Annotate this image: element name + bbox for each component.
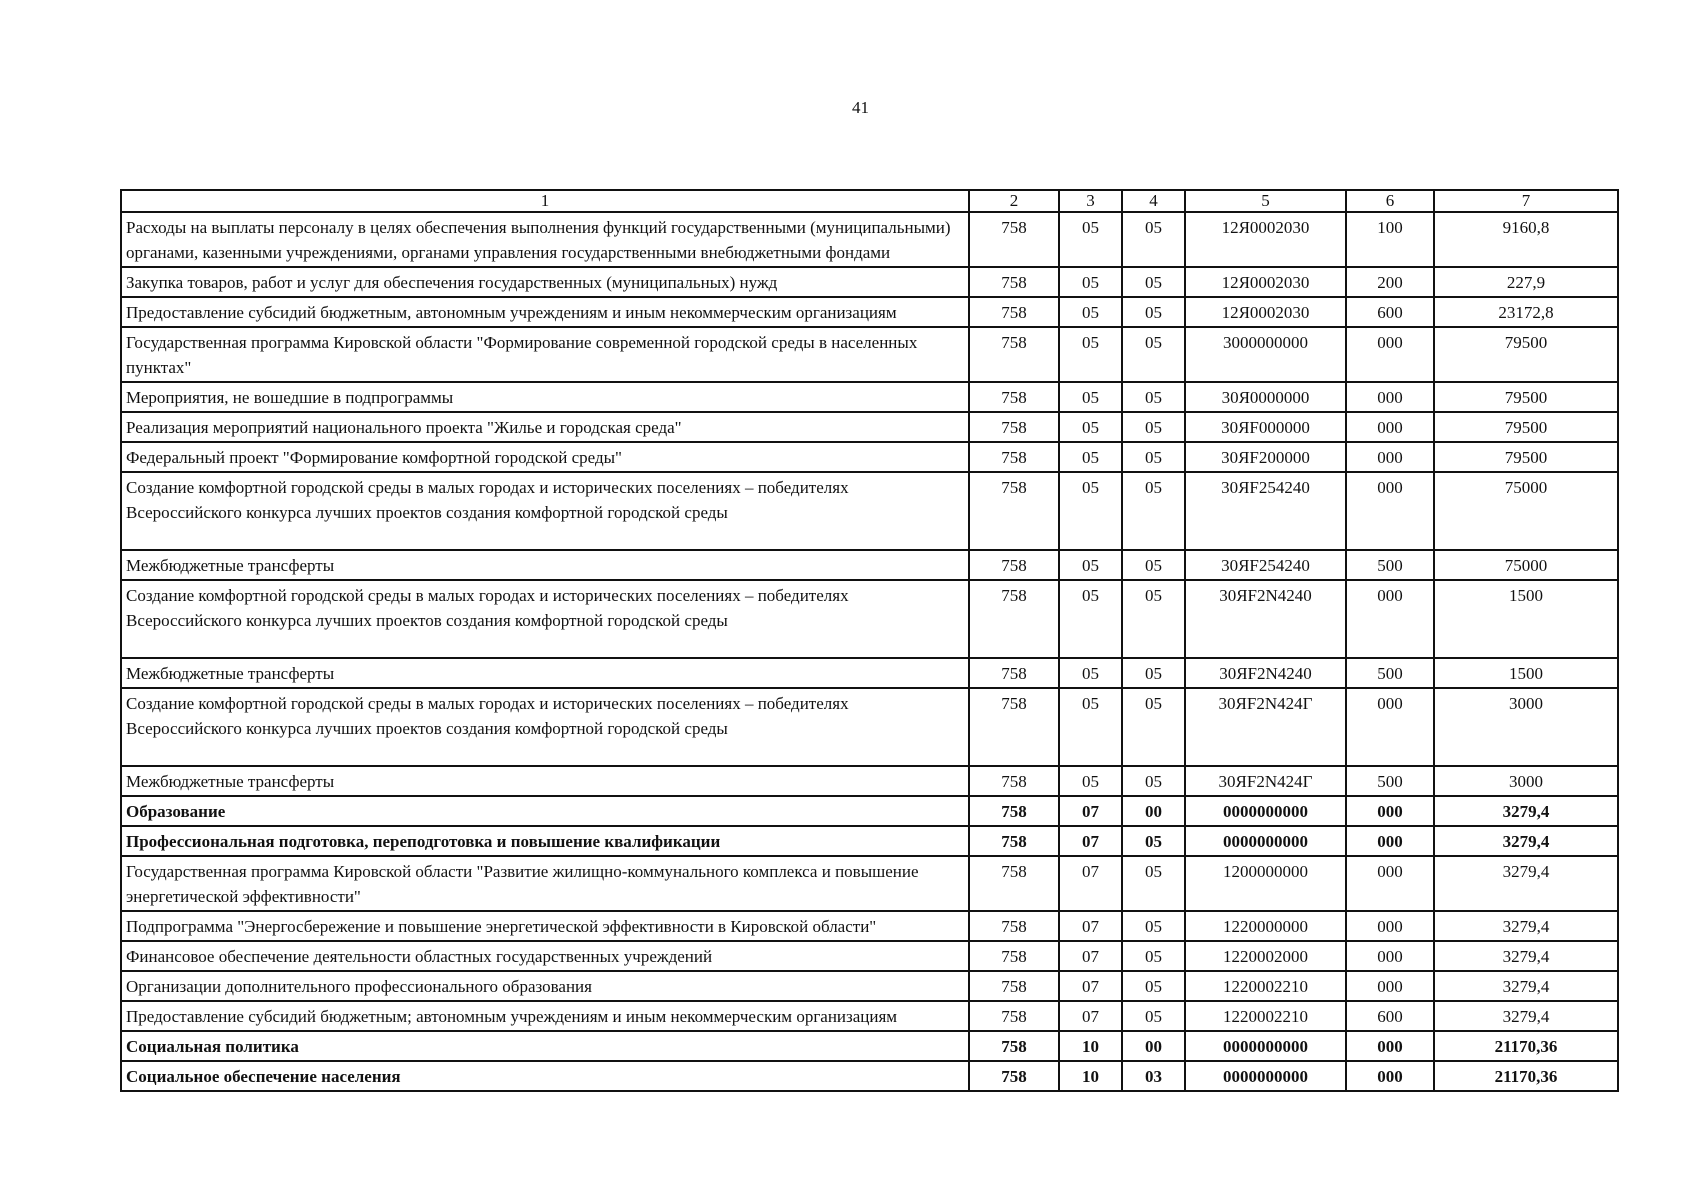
row-name: Реализация мероприятий национального проекта "Жилье и городская среда" (121, 412, 969, 442)
target-code: 0000000000 (1185, 1031, 1346, 1061)
amount: 3279,4 (1434, 796, 1618, 826)
target-code: 12Я0002030 (1185, 212, 1346, 267)
subsection-code: 05 (1122, 826, 1185, 856)
table-row (121, 267, 1618, 297)
section-code: 05 (1059, 766, 1122, 796)
row-name: Создание комфортной городской среды в малых городах и исторических поселениях – победителях Всероссийского конкурса лучших проектов создания комфортной городской среды (121, 688, 969, 766)
section-code: 07 (1059, 971, 1122, 1001)
expense-type-code: 000 (1346, 826, 1434, 856)
amount: 1500 (1434, 580, 1618, 658)
subsection-code: 05 (1122, 267, 1185, 297)
target-code: 30ЯF2N424Г (1185, 688, 1346, 766)
amount: 79500 (1434, 412, 1618, 442)
target-code: 30ЯF2N4240 (1185, 658, 1346, 688)
target-code: 1220002000 (1185, 941, 1346, 971)
subsection-code: 03 (1122, 1061, 1185, 1091)
target-code: 30ЯF2N4240 (1185, 580, 1346, 658)
budget-table (120, 189, 1619, 1092)
subsection-code: 05 (1122, 297, 1185, 327)
section-code: 05 (1059, 688, 1122, 766)
expense-type-code: 000 (1346, 796, 1434, 826)
ministry-code: 758 (969, 826, 1059, 856)
row-name: Федеральный проект "Формирование комфортной городской среды" (121, 442, 969, 472)
section-code: 05 (1059, 658, 1122, 688)
section-code: 05 (1059, 327, 1122, 382)
section-code: 05 (1059, 550, 1122, 580)
subsection-code: 05 (1122, 658, 1185, 688)
table-row (121, 911, 1618, 941)
ministry-code: 758 (969, 1001, 1059, 1031)
ministry-code: 758 (969, 1061, 1059, 1091)
expense-type-code: 000 (1346, 911, 1434, 941)
section-code: 05 (1059, 267, 1122, 297)
subsection-code: 05 (1122, 766, 1185, 796)
target-code: 0000000000 (1185, 796, 1346, 826)
table-row (121, 550, 1618, 580)
table-row (121, 327, 1618, 382)
amount: 1500 (1434, 658, 1618, 688)
section-code: 05 (1059, 442, 1122, 472)
table-row (121, 826, 1618, 856)
subsection-code: 05 (1122, 971, 1185, 1001)
section-code: 07 (1059, 911, 1122, 941)
section-code: 07 (1059, 1001, 1122, 1031)
ministry-code: 758 (969, 1031, 1059, 1061)
section-code: 05 (1059, 212, 1122, 267)
expense-type-code: 000 (1346, 856, 1434, 911)
target-code: 1220000000 (1185, 911, 1346, 941)
target-code: 30ЯF254240 (1185, 472, 1346, 550)
amount: 3000 (1434, 688, 1618, 766)
target-code: 30ЯF2N424Г (1185, 766, 1346, 796)
amount: 3279,4 (1434, 856, 1618, 911)
row-name: Межбюджетные трансферты (121, 658, 969, 688)
expense-type-code: 000 (1346, 412, 1434, 442)
target-code: 1220002210 (1185, 1001, 1346, 1031)
ministry-code: 758 (969, 212, 1059, 267)
table-row (121, 212, 1618, 267)
subsection-code: 05 (1122, 412, 1185, 442)
column-header: 3 (1059, 190, 1122, 212)
subsection-code: 05 (1122, 472, 1185, 550)
ministry-code: 758 (969, 688, 1059, 766)
ministry-code: 758 (969, 412, 1059, 442)
amount: 3279,4 (1434, 911, 1618, 941)
expense-type-code: 500 (1346, 658, 1434, 688)
expense-type-code: 000 (1346, 327, 1434, 382)
expense-type-code: 000 (1346, 382, 1434, 412)
section-code: 05 (1059, 297, 1122, 327)
ministry-code: 758 (969, 442, 1059, 472)
target-code: 30ЯF254240 (1185, 550, 1346, 580)
section-code: 10 (1059, 1031, 1122, 1061)
table-row (121, 1061, 1618, 1091)
section-code: 07 (1059, 941, 1122, 971)
column-header: 1 (121, 190, 969, 212)
column-header: 5 (1185, 190, 1346, 212)
row-name: Подпрограмма "Энергосбережение и повышение энергетической эффективности в Кировской области" (121, 911, 969, 941)
ministry-code: 758 (969, 382, 1059, 412)
amount: 75000 (1434, 472, 1618, 550)
subsection-code: 05 (1122, 941, 1185, 971)
amount: 3279,4 (1434, 941, 1618, 971)
row-name: Социальная политика (121, 1031, 969, 1061)
table-row (121, 688, 1618, 766)
subsection-code: 05 (1122, 550, 1185, 580)
column-header: 4 (1122, 190, 1185, 212)
amount: 79500 (1434, 327, 1618, 382)
section-code: 10 (1059, 1061, 1122, 1091)
ministry-code: 758 (969, 941, 1059, 971)
amount: 3279,4 (1434, 826, 1618, 856)
row-name: Государственная программа Кировской области "Развитие жилищно-коммунального комплекса и повышение энергетической эффективности" (121, 856, 969, 911)
expense-type-code: 000 (1346, 442, 1434, 472)
section-code: 07 (1059, 796, 1122, 826)
ministry-code: 758 (969, 472, 1059, 550)
expense-type-code: 000 (1346, 580, 1434, 658)
amount: 3279,4 (1434, 1001, 1618, 1031)
target-code: 30Я0000000 (1185, 382, 1346, 412)
expense-type-code: 500 (1346, 550, 1434, 580)
table-row (121, 297, 1618, 327)
section-code: 07 (1059, 856, 1122, 911)
row-name: Закупка товаров, работ и услуг для обеспечения государственных (муниципальных) нужд (121, 267, 969, 297)
section-code: 07 (1059, 826, 1122, 856)
row-name: Мероприятия, не вошедшие в подпрограммы (121, 382, 969, 412)
table-row (121, 580, 1618, 658)
target-code: 30ЯF200000 (1185, 442, 1346, 472)
ministry-code: 758 (969, 297, 1059, 327)
row-name: Создание комфортной городской среды в малых городах и исторических поселениях – победителях Всероссийского конкурса лучших проектов создания комфортной городской среды (121, 472, 969, 550)
row-name: Государственная программа Кировской области "Формирование современной городской среды в населенных пунктах" (121, 327, 969, 382)
subsection-code: 05 (1122, 856, 1185, 911)
row-name: Межбюджетные трансферты (121, 766, 969, 796)
amount: 23172,8 (1434, 297, 1618, 327)
row-name: Предоставление субсидий бюджетным; автономным учреждениям и иным некоммерческим организациям (121, 1001, 969, 1031)
target-code: 0000000000 (1185, 1061, 1346, 1091)
amount: 3279,4 (1434, 971, 1618, 1001)
column-header: 7 (1434, 190, 1618, 212)
expense-type-code: 600 (1346, 1001, 1434, 1031)
target-code: 12Я0002030 (1185, 267, 1346, 297)
amount: 75000 (1434, 550, 1618, 580)
ministry-code: 758 (969, 971, 1059, 1001)
table-row (121, 472, 1618, 550)
subsection-code: 05 (1122, 382, 1185, 412)
subsection-code: 05 (1122, 580, 1185, 658)
table-row (121, 1001, 1618, 1031)
ministry-code: 758 (969, 550, 1059, 580)
amount: 227,9 (1434, 267, 1618, 297)
expense-type-code: 000 (1346, 1061, 1434, 1091)
table-row (121, 766, 1618, 796)
ministry-code: 758 (969, 766, 1059, 796)
table-row (121, 1031, 1618, 1061)
ministry-code: 758 (969, 658, 1059, 688)
table-row (121, 442, 1618, 472)
subsection-code: 05 (1122, 911, 1185, 941)
subsection-code: 05 (1122, 1001, 1185, 1031)
table-row (121, 856, 1618, 911)
subsection-code: 05 (1122, 442, 1185, 472)
row-name: Межбюджетные трансферты (121, 550, 969, 580)
ministry-code: 758 (969, 796, 1059, 826)
table-row (121, 796, 1618, 826)
page-number: 41 (852, 98, 869, 117)
row-name: Финансовое обеспечение деятельности областных государственных учреждений (121, 941, 969, 971)
row-name: Создание комфортной городской среды в малых городах и исторических поселениях – победителях Всероссийского конкурса лучших проектов создания комфортной городской среды (121, 580, 969, 658)
amount: 21170,36 (1434, 1061, 1618, 1091)
subsection-code: 05 (1122, 212, 1185, 267)
expense-type-code: 000 (1346, 1031, 1434, 1061)
row-name: Организации дополнительного профессионального образования (121, 971, 969, 1001)
amount: 21170,36 (1434, 1031, 1618, 1061)
expense-type-code: 000 (1346, 971, 1434, 1001)
row-name: Расходы на выплаты персоналу в целях обеспечения выполнения функций государственными (муниципальными) органами, казенными учреждениями, органами управления государственными внебюджетными фондами (121, 212, 969, 267)
ministry-code: 758 (969, 911, 1059, 941)
target-code: 12Я0002030 (1185, 297, 1346, 327)
amount: 79500 (1434, 382, 1618, 412)
table-row (121, 382, 1618, 412)
table-row (121, 658, 1618, 688)
amount: 79500 (1434, 442, 1618, 472)
section-code: 05 (1059, 472, 1122, 550)
row-name: Образование (121, 796, 969, 826)
expense-type-code: 000 (1346, 941, 1434, 971)
subsection-code: 05 (1122, 688, 1185, 766)
expense-type-code: 000 (1346, 472, 1434, 550)
table-header-row (121, 190, 1618, 212)
expense-type-code: 000 (1346, 688, 1434, 766)
subsection-code: 05 (1122, 327, 1185, 382)
target-code: 30ЯF000000 (1185, 412, 1346, 442)
expense-type-code: 500 (1346, 766, 1434, 796)
section-code: 05 (1059, 580, 1122, 658)
amount: 3000 (1434, 766, 1618, 796)
table-row (121, 971, 1618, 1001)
expense-type-code: 200 (1346, 267, 1434, 297)
target-code: 0000000000 (1185, 826, 1346, 856)
row-name: Предоставление субсидий бюджетным, автономным учреждениям и иным некоммерческим организациям (121, 297, 969, 327)
column-header: 6 (1346, 190, 1434, 212)
target-code: 1200000000 (1185, 856, 1346, 911)
column-header: 2 (969, 190, 1059, 212)
row-name: Социальное обеспечение населения (121, 1061, 969, 1091)
ministry-code: 758 (969, 267, 1059, 297)
ministry-code: 758 (969, 327, 1059, 382)
expense-type-code: 600 (1346, 297, 1434, 327)
target-code: 3000000000 (1185, 327, 1346, 382)
section-code: 05 (1059, 412, 1122, 442)
row-name: Профессиональная подготовка, переподготовка и повышение квалификации (121, 826, 969, 856)
subsection-code: 00 (1122, 796, 1185, 826)
amount: 9160,8 (1434, 212, 1618, 267)
target-code: 1220002210 (1185, 971, 1346, 1001)
subsection-code: 00 (1122, 1031, 1185, 1061)
table-row (121, 412, 1618, 442)
expense-type-code: 100 (1346, 212, 1434, 267)
ministry-code: 758 (969, 856, 1059, 911)
table-row (121, 941, 1618, 971)
section-code: 05 (1059, 382, 1122, 412)
ministry-code: 758 (969, 580, 1059, 658)
